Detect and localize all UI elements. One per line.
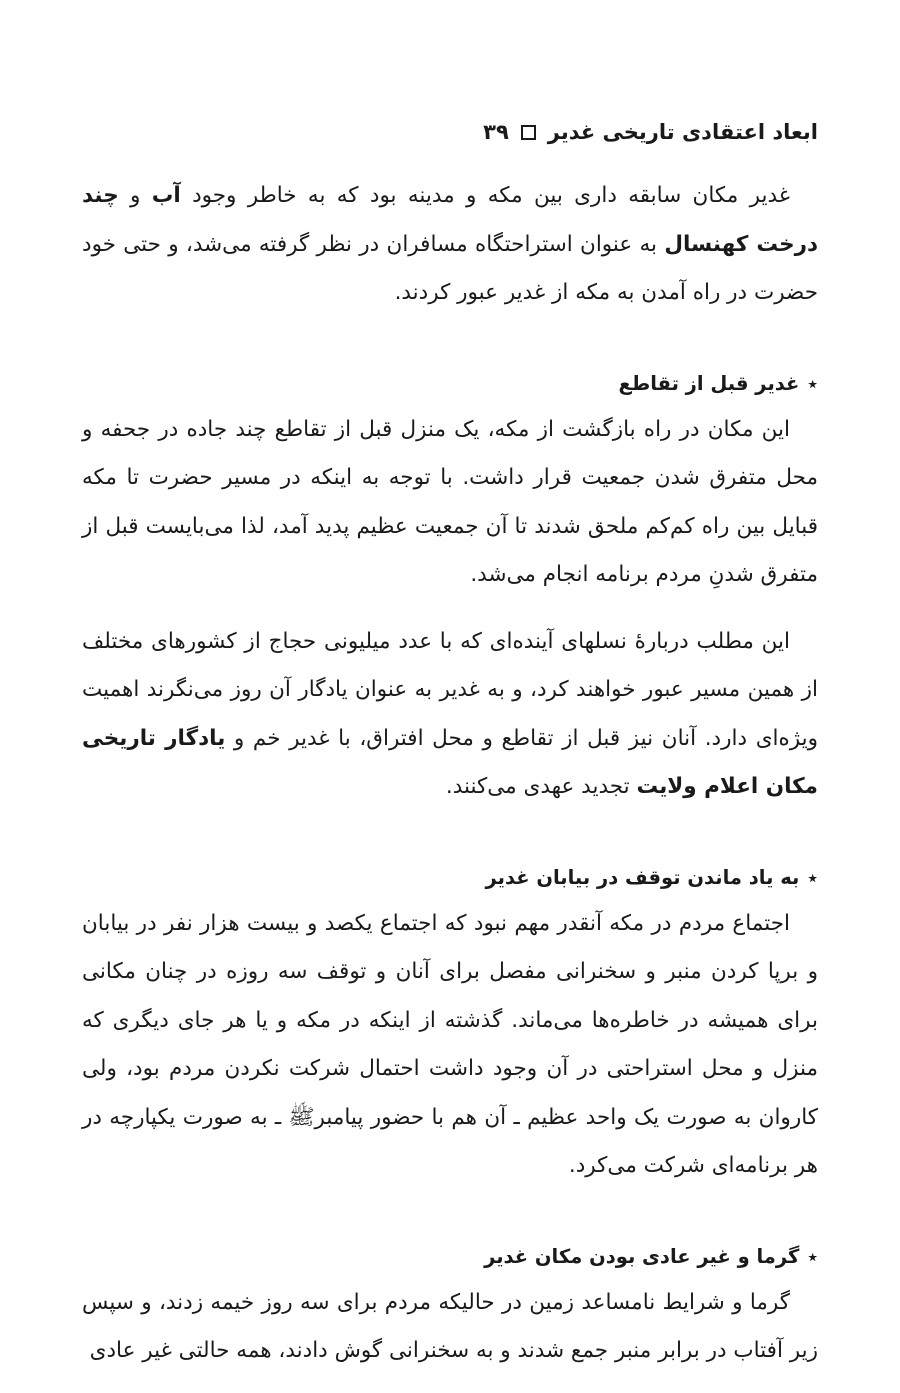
section1-p2-text-1: این مطلب دربارهٔ نسلهای آینده‌ای که با عدد میلیونی حجاج از کشورهای مختلف از همین مسیر عبور خواهند کرد، و به غدیر به عنوان یادگار آن روز می‌نگرند اهمیت ویژه‌ای دارد. آنان نیز قبل از تقاطع و محل افتراق، با غدیر خم و [82, 628, 818, 751]
section-heading-3 [82, 1237, 818, 1277]
intro-bold-1: آب [151, 183, 181, 208]
page-number: ۳۹ [483, 120, 509, 144]
section1-paragraph-2 [82, 618, 818, 812]
section-heading-3-text: گرما و غیر عادی بودن مکان غدیر [484, 1244, 800, 1268]
section2-paragraph-1: اجتماع مردم در مکه آنقدر مهم نبود که اجتماع یکصد و بیست هزار نفر در بیابان و برپا کردن منبر و سخنرانی مفصل برای آنان و توقف سه روزه در چنان مکانی برای همیشه در خاطره‌ها می‌ماند. گذشته از اینکه در مکه و یا هر جای دیگری که منزل و محل استراحتی در آن وجود داشت احتمال شرکت نکردن مردم بود، ولی کاروان به صورت یک واحد عظیم ـ آن هم با حضور پیامبرﷺ ـ به صورت یکپارچه در هر برنامه‌ای شرکت می‌کرد. [82, 910, 818, 1178]
intro-text-1: غدیر مکان سابقه داری بین مکه و مدینه بود که به خاطر وجود [180, 183, 790, 208]
section-heading-1-text: غدیر قبل از تقاطع [618, 371, 800, 395]
section1-p2-bold: یادگار تاریخی مکان اعلام ولایت [82, 725, 818, 799]
intro-paragraph [82, 172, 818, 318]
asterisk-icon: ٭ [807, 1244, 818, 1268]
intro-bold-2: چند درخت کهنسال [82, 183, 818, 257]
section3-paragraph-1: گرما و شرایط نامساعد زمین در حالیکه مردم برای سه روز خیمه زدند، و سپس زیر آفتاب در برابر منبر جمع شدند و به سخنرانی گوش دادند، همه حالتی غیر عادی [82, 1289, 818, 1363]
book-page [82, 110, 818, 1373]
section-heading-1 [82, 364, 818, 404]
running-header-title: ابعاد اعتقادی تاریخی غدیر [547, 120, 818, 144]
section-heading-2-text: به یاد ماندن توقف در بیابان غدیر [485, 865, 800, 889]
square-separator-icon [521, 125, 536, 140]
section-heading-2 [82, 858, 818, 898]
asterisk-icon: ٭ [807, 371, 818, 395]
section1-paragraph-1: این مکان در راه بازگشت از مکه، یک منزل قبل از تقاطع چند جاده در جحفه و محل متفرق شدن جمعیت قرار داشت. با توجه به اینکه در مسیر حضرت تا مکه قبایل بین راه کم‌کم ملحق شدند تا آن جمعیت عظیم پدید آمد، لذا می‌بایست قبل از متفرق شدنِ مردم برنامه انجام می‌شد. [82, 416, 818, 587]
intro-text-3: به عنوان استراحتگاه مسافران در نظر گرفته می‌شد، و حتی خود حضرت در راه آمدن به مکه از غدیر عبور کردند. [82, 231, 818, 305]
running-header [82, 110, 818, 154]
section1-p2-text-2: تجدید عهدی می‌کنند. [445, 774, 637, 799]
intro-text-2: و [118, 183, 152, 208]
asterisk-icon: ٭ [807, 865, 818, 889]
